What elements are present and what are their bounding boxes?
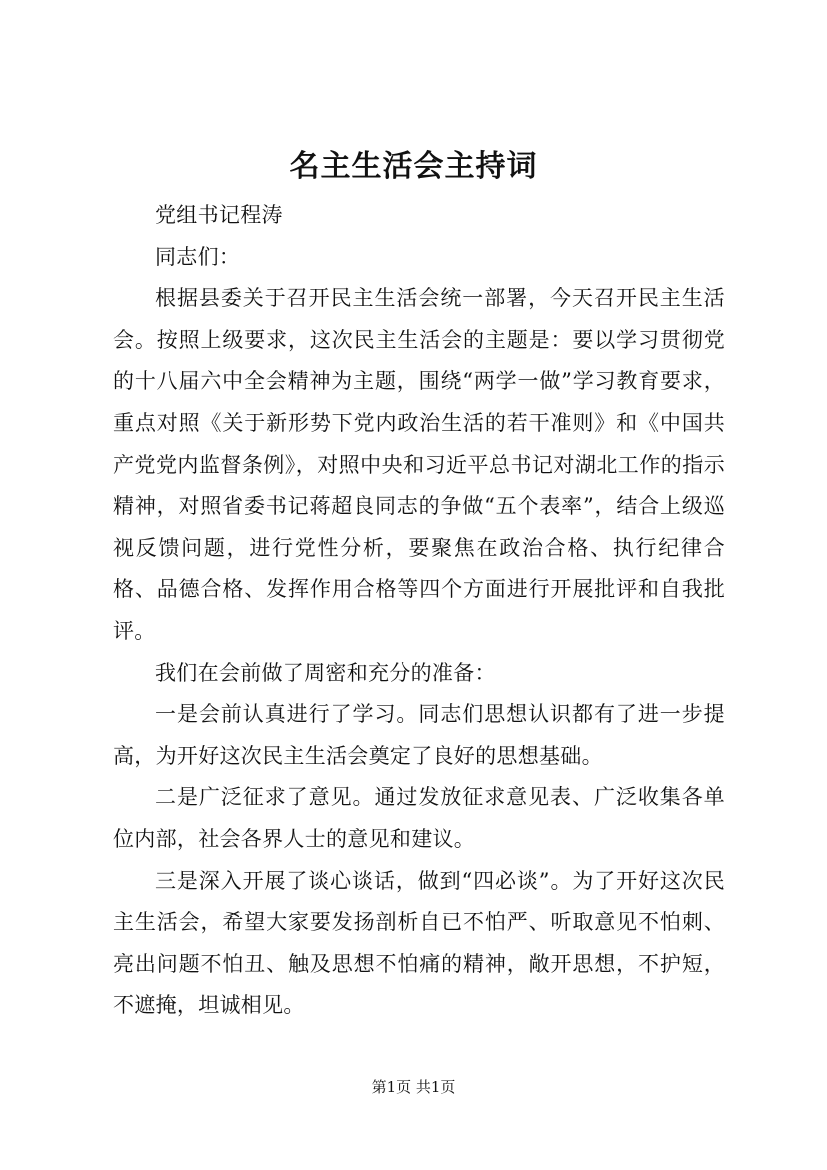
- document-body: [113, 195, 725, 1027]
- page-number-label: 第1页 共1页: [371, 1078, 456, 1096]
- document-title: 名主生活会主持词: [289, 149, 538, 184]
- body-paragraph-theme: 根据县委关于召开民主生活会统一部署，今天召开民主生活会。按照上级要求，这次民主生活会的主题是：要以学习贯彻党的十八届六中全会精神为主题，围绕“两学一做”学习教育要求，重点对照《关于新形势下党内政治生活的若干准则》和《中国共产党党内监督条例》，对照中央和习近平总书记对湖北工作的指示精神，对照省委书记蒋超良同志的争做“五个表率”，结合上级巡视反馈问题，进行党性分析，要聚焦在政治合格、执行纪律合格、品德合格、发挥作用合格等四个方面进行开展批评和自我批评。: [113, 286, 725, 643]
- salutation: 同志们：: [155, 244, 241, 269]
- body-paragraph-talks: 三是深入开展了谈心谈话，做到“四必谈”。为了开好这次民主生活会，希望大家要发扬剖析自已不怕严、听取意见不怕刺、亮出问题不怕丑、触及思想不怕痛的精神，敞开思想，不护短，不遮掩，坦诚相见。: [113, 868, 725, 1018]
- author-line: 党组书记程涛: [155, 203, 283, 227]
- page-footer: [0, 1077, 827, 1097]
- body-paragraph-study: 一是会前认真进行了学习。同志们思想认识都有了进一步提高，为开好这次民主生活会奠定了良好的思想基础。: [113, 702, 725, 768]
- body-paragraph-opinions: 二是广泛征求了意见。通过发放征求意见表、广泛收集各单位内部，社会各界人士的意见和建议。: [113, 785, 725, 851]
- body-paragraph-preparation: 我们在会前做了周密和充分的准备：: [155, 660, 496, 685]
